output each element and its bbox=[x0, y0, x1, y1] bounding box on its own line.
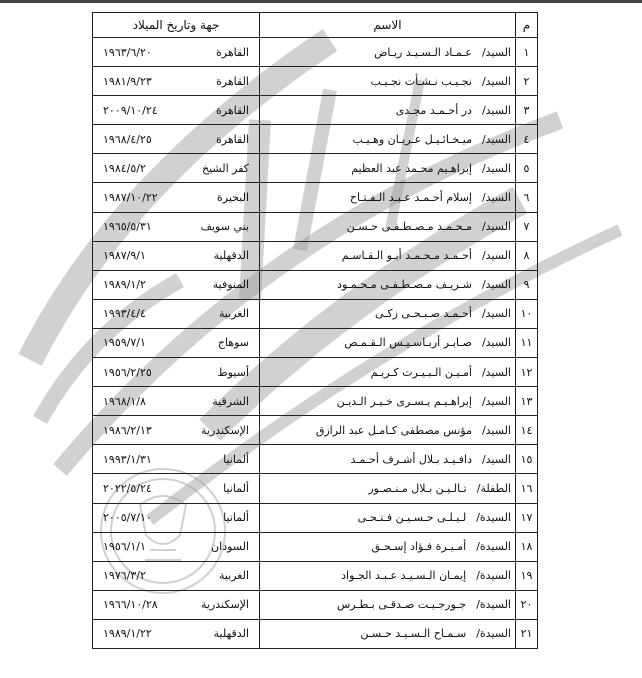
row-origin-cell bbox=[93, 503, 260, 532]
table-row bbox=[93, 67, 538, 96]
row-place: الغربية bbox=[218, 569, 249, 583]
row-serial: ٤ bbox=[516, 125, 538, 154]
row-date: ١٩٦٣/٦/٢٠ bbox=[103, 45, 152, 59]
row-name-cell bbox=[260, 328, 516, 357]
row-origin-cell bbox=[93, 67, 260, 96]
row-name: إبراهـيم محـمد عبد العظيم bbox=[351, 161, 472, 175]
table-row bbox=[93, 387, 538, 416]
row-serial: ٨ bbox=[516, 241, 538, 270]
row-serial: ٢ bbox=[516, 67, 538, 96]
row-name-cell bbox=[260, 590, 516, 619]
row-name-cell bbox=[260, 183, 516, 212]
row-origin-cell bbox=[93, 125, 260, 154]
roster-table bbox=[92, 12, 538, 649]
row-date: ٢٠٠٥/٧/١٠ bbox=[103, 511, 152, 525]
row-place: بني سويف bbox=[200, 220, 249, 234]
row-date: ١٩٩٣/٤/٤ bbox=[103, 307, 146, 321]
row-serial: ٩ bbox=[516, 270, 538, 299]
top-border-line bbox=[0, 0, 642, 3]
row-name-cell bbox=[260, 445, 516, 474]
row-place: الإسكندرية bbox=[201, 598, 249, 612]
row-origin-cell bbox=[93, 183, 260, 212]
row-title: الطفلة/ bbox=[476, 481, 511, 495]
table-row bbox=[93, 503, 538, 532]
row-title: السيدة/ bbox=[476, 598, 511, 612]
row-title: السيد/ bbox=[481, 45, 511, 59]
row-origin-cell bbox=[93, 619, 260, 648]
row-serial: ١٧ bbox=[516, 503, 538, 532]
row-date: ١٩٥٩/٧/١ bbox=[103, 336, 146, 350]
row-title: السيد/ bbox=[481, 365, 511, 379]
row-name: أمـيـن الـبـيـرت كـريـم bbox=[370, 365, 472, 379]
row-serial: ١٦ bbox=[516, 474, 538, 503]
row-origin-cell bbox=[93, 96, 260, 125]
row-origin-cell bbox=[93, 532, 260, 561]
row-serial: ١٩ bbox=[516, 561, 538, 590]
row-title: السيدة/ bbox=[476, 511, 511, 525]
row-name-cell bbox=[260, 387, 516, 416]
row-title: السيدة/ bbox=[476, 569, 511, 583]
row-place: سوهاج bbox=[217, 336, 249, 350]
header-name: الاسم bbox=[260, 13, 516, 38]
row-name: تـالـيـن بـلال مـنـصـور bbox=[368, 481, 467, 495]
row-title: السيد/ bbox=[481, 74, 511, 88]
header-origin: جهة وتاريخ الميلاد bbox=[93, 13, 260, 38]
table-row bbox=[93, 474, 538, 503]
table-row bbox=[93, 183, 538, 212]
row-serial: ١٣ bbox=[516, 387, 538, 416]
row-serial: ٣ bbox=[516, 96, 538, 125]
row-serial: ١ bbox=[516, 38, 538, 67]
row-title: السيد/ bbox=[481, 278, 511, 292]
row-name-cell bbox=[260, 532, 516, 561]
row-place: أسيوط bbox=[217, 365, 249, 379]
row-name: مؤنس مصطفى كـامـل عبد الرازق bbox=[315, 423, 472, 437]
row-place: السودان bbox=[211, 540, 249, 554]
row-date: ١٩٩٣/١/٣١ bbox=[103, 452, 152, 466]
row-serial: ١٢ bbox=[516, 358, 538, 387]
row-name-cell bbox=[260, 241, 516, 270]
row-date: ١٩٦٦/١٠/٢٨ bbox=[103, 598, 158, 612]
row-name: لـيـلـى حـسـيـن فـتـحـى bbox=[357, 511, 467, 525]
row-title: السيد/ bbox=[481, 161, 511, 175]
table-header-row bbox=[93, 13, 538, 38]
row-serial: ١٠ bbox=[516, 299, 538, 328]
row-place: الدقهلية bbox=[213, 627, 249, 641]
row-origin-cell bbox=[93, 299, 260, 328]
row-name-cell bbox=[260, 67, 516, 96]
row-origin-cell bbox=[93, 358, 260, 387]
row-origin-cell bbox=[93, 38, 260, 67]
row-title: السيد/ bbox=[481, 307, 511, 321]
row-place: القاهرة bbox=[216, 132, 249, 146]
row-name-cell bbox=[260, 212, 516, 241]
table-row bbox=[93, 38, 538, 67]
row-name: إيمـان الـسـيـد عـبـد الجـواد bbox=[341, 569, 467, 583]
table-row bbox=[93, 299, 538, 328]
table-row bbox=[93, 590, 538, 619]
row-title: السيد/ bbox=[481, 423, 511, 437]
row-name: شـريـف مـصـطـفـى مـحـمـود bbox=[337, 278, 472, 292]
row-origin-cell bbox=[93, 154, 260, 183]
table-row bbox=[93, 445, 538, 474]
row-name: دافـيـد بـلال أشـرف أحـمـد bbox=[350, 452, 472, 466]
table-row bbox=[93, 561, 538, 590]
row-origin-cell bbox=[93, 416, 260, 445]
row-name-cell bbox=[260, 96, 516, 125]
row-name-cell bbox=[260, 38, 516, 67]
table-row bbox=[93, 125, 538, 154]
row-date: ١٩٦٨/٤/٢٥ bbox=[103, 132, 152, 146]
row-name: أمـيـرة فـؤاد إسـحـق bbox=[371, 540, 467, 554]
row-name-cell bbox=[260, 299, 516, 328]
row-serial: ١١ bbox=[516, 328, 538, 357]
row-date: ١٩٨٩/١/٢٢ bbox=[103, 627, 152, 641]
row-date: ١٩٧٦/٣/٢ bbox=[103, 569, 146, 583]
row-place: القاهرة bbox=[216, 45, 249, 59]
row-name: سـمـاح الـسـيـد حـسـن bbox=[360, 627, 467, 641]
row-name-cell bbox=[260, 474, 516, 503]
row-date: ١٩٥٦/١/١ bbox=[103, 540, 146, 554]
row-name: أحـمـد صـبـحـى زكـى bbox=[375, 307, 472, 321]
row-title: السيدة/ bbox=[476, 540, 511, 554]
header-serial: م bbox=[516, 13, 538, 38]
row-name-cell bbox=[260, 619, 516, 648]
row-date: ١٩٨٤/٥/٢ bbox=[103, 161, 146, 175]
row-name-cell bbox=[260, 561, 516, 590]
row-title: السيد/ bbox=[481, 132, 511, 146]
row-date: ١٩٦٥/٥/٣١ bbox=[103, 220, 152, 234]
table-row bbox=[93, 328, 538, 357]
row-place: الشرقية bbox=[212, 394, 249, 408]
table-row bbox=[93, 532, 538, 561]
row-date: ١٩٨٧/٩/١ bbox=[103, 249, 146, 263]
row-serial: ٥ bbox=[516, 154, 538, 183]
row-date: ٢٠٢٢/٥/٢٤ bbox=[103, 481, 152, 495]
row-origin-cell bbox=[93, 270, 260, 299]
row-title: السيد/ bbox=[481, 220, 511, 234]
row-name: در أحـمـد مجـدى bbox=[395, 103, 472, 117]
row-place: القاهرة bbox=[216, 103, 249, 117]
row-serial: ١٨ bbox=[516, 532, 538, 561]
table-row bbox=[93, 212, 538, 241]
row-name: إبراهـيـم يـسـرى خـيـر الـديـن bbox=[336, 394, 472, 408]
row-title: السيد/ bbox=[481, 452, 511, 466]
row-name-cell bbox=[260, 416, 516, 445]
row-place: الغربية bbox=[218, 307, 249, 321]
table-row bbox=[93, 358, 538, 387]
row-place: الإسكندرية bbox=[201, 423, 249, 437]
row-origin-cell bbox=[93, 445, 260, 474]
row-place: البحيرة bbox=[217, 191, 249, 205]
row-serial: ١٤ bbox=[516, 416, 538, 445]
row-name: صـابـر أربـاسـيـس الـقـمـص bbox=[344, 336, 472, 350]
row-title: السيد/ bbox=[481, 249, 511, 263]
row-date: ٢٠٠٩/١٠/٢٤ bbox=[103, 103, 158, 117]
row-name: أحـمـد مـحـمـد أبـو الـقـاسـم bbox=[341, 249, 472, 263]
row-origin-cell bbox=[93, 328, 260, 357]
row-name-cell bbox=[260, 358, 516, 387]
row-place: ألمانيا bbox=[223, 511, 249, 525]
row-date: ١٩٦٨/١/٨ bbox=[103, 394, 146, 408]
table-row bbox=[93, 619, 538, 648]
table-row bbox=[93, 416, 538, 445]
row-name: إسلام أحـمـد عـبـد الـفـتـاح bbox=[349, 191, 472, 205]
row-name-cell bbox=[260, 270, 516, 299]
row-serial: ٦ bbox=[516, 183, 538, 212]
row-date: ١٩٨٦/٢/١٣ bbox=[103, 423, 152, 437]
row-place: المنوفية bbox=[212, 278, 249, 292]
row-date: ١٩٥٦/٢/٢٥ bbox=[103, 365, 152, 379]
row-origin-cell bbox=[93, 241, 260, 270]
row-title: السيد/ bbox=[481, 336, 511, 350]
row-origin-cell bbox=[93, 590, 260, 619]
table-row bbox=[93, 270, 538, 299]
row-place: ألمانيا bbox=[223, 481, 249, 495]
row-serial: ١٥ bbox=[516, 445, 538, 474]
row-place: الدقهلية bbox=[213, 249, 249, 263]
row-serial: ٧ bbox=[516, 212, 538, 241]
row-place: ألمانيا bbox=[223, 452, 249, 466]
row-name: ميـخـائـيـل عـريـان وهـيـب bbox=[352, 132, 472, 146]
row-name-cell bbox=[260, 154, 516, 183]
row-origin-cell bbox=[93, 474, 260, 503]
table-row bbox=[93, 154, 538, 183]
row-place: القاهرة bbox=[216, 74, 249, 88]
table-body bbox=[93, 38, 538, 649]
row-title: السيد/ bbox=[481, 103, 511, 117]
row-name-cell bbox=[260, 125, 516, 154]
row-origin-cell bbox=[93, 561, 260, 590]
row-name-cell bbox=[260, 503, 516, 532]
row-date: ١٩٨٧/١٠/٢٢ bbox=[103, 191, 158, 205]
row-title: السيد/ bbox=[481, 394, 511, 408]
row-serial: ٢١ bbox=[516, 619, 538, 648]
row-date: ١٩٨١/٩/٢٣ bbox=[103, 74, 152, 88]
row-place: كفر الشيخ bbox=[201, 161, 249, 175]
table-row bbox=[93, 96, 538, 125]
row-title: السيد/ bbox=[481, 191, 511, 205]
row-origin-cell bbox=[93, 212, 260, 241]
row-serial: ٢٠ bbox=[516, 590, 538, 619]
row-name: نجـيـب نـشـأت نجـيـب bbox=[370, 74, 472, 88]
row-name: جـورجـيـت صـدقـى بـطـرس bbox=[336, 598, 467, 612]
row-date: ١٩٨٩/١/٢ bbox=[103, 278, 146, 292]
row-name: عـمـاد الـسـيـد ريـاض bbox=[374, 45, 472, 59]
row-title: السيدة/ bbox=[476, 627, 511, 641]
row-origin-cell bbox=[93, 387, 260, 416]
row-name: مـحـمـد مـصـطـفـى حـسـن bbox=[346, 220, 472, 234]
table-row bbox=[93, 241, 538, 270]
